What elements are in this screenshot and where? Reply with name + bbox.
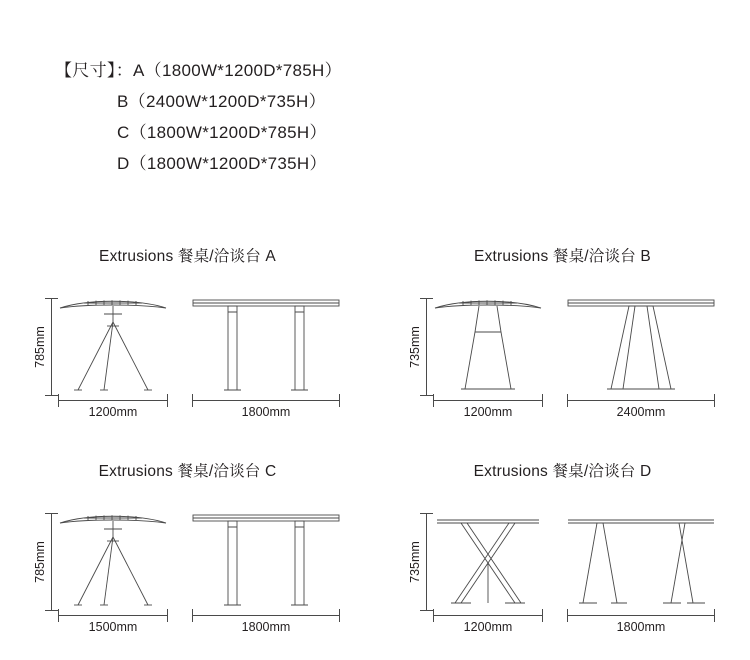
spec-line-c: C（1800W*1200D*785H）	[117, 123, 327, 142]
side-view-drawing-a	[58, 292, 168, 396]
panel-title-b: Extrusions 餐桌/洽谈台 B	[474, 248, 651, 265]
spec-line-a	[55, 55, 342, 86]
panel-figures-d	[375, 507, 750, 637]
front-view-drawing-c	[192, 507, 340, 611]
front-view-drawing-a	[192, 292, 340, 396]
front-width-dimension-b	[567, 400, 715, 424]
height-dimension-c	[32, 513, 58, 611]
front-width-dimension-d	[567, 615, 715, 639]
side-width-label-d: 1200mm	[463, 620, 513, 634]
side-width-dimension-d	[433, 615, 543, 639]
spec-line-d: D（1800W*1200D*735H）	[117, 154, 327, 173]
spec-label: 【尺寸】：	[55, 61, 133, 80]
side-width-label-c: 1500mm	[88, 620, 138, 634]
side-view-drawing-c	[58, 507, 168, 611]
front-width-label-a: 1800mm	[241, 405, 291, 419]
product-drawings-grid	[0, 228, 750, 658]
front-view-drawing-d	[567, 507, 715, 611]
side-view-drawing-b	[433, 292, 543, 396]
height-dimension-label-d: 735mm	[407, 541, 422, 583]
spec-value-a: A（1800W*1200D*785H）	[133, 61, 342, 80]
panel-figures-c	[0, 507, 375, 637]
front-width-dimension-a	[192, 400, 340, 424]
side-width-label-a: 1200mm	[88, 405, 138, 419]
side-width-dimension-a	[58, 400, 168, 424]
front-width-label-d: 1800mm	[616, 620, 666, 634]
panel-title-a: Extrusions 餐桌/洽谈台 A	[99, 248, 276, 265]
front-width-label-c: 1800mm	[241, 620, 291, 634]
drawing-panel-a	[0, 228, 375, 443]
drawing-panel-d	[375, 443, 750, 658]
height-dimension-a	[32, 298, 58, 396]
height-dimension-label-b: 735mm	[407, 326, 422, 368]
height-dimension-d	[407, 513, 433, 611]
drawing-row-1	[0, 228, 750, 443]
drawing-row-2	[0, 443, 750, 658]
height-dimension-b	[407, 298, 433, 396]
panel-title-d: Extrusions 餐桌/洽谈台 D	[473, 463, 652, 480]
front-width-dimension-c	[192, 615, 340, 639]
side-width-dimension-b	[433, 400, 543, 424]
panel-title-c: Extrusions 餐桌/洽谈台 C	[98, 463, 277, 480]
front-width-label-b: 2400mm	[616, 405, 666, 419]
panel-figures-a	[0, 292, 375, 422]
drawing-panel-c	[0, 443, 375, 658]
height-dimension-label-c: 785mm	[32, 541, 47, 583]
side-view-drawing-d	[433, 507, 543, 611]
side-width-dimension-c	[58, 615, 168, 639]
drawing-panel-b	[375, 228, 750, 443]
front-view-drawing-b	[567, 292, 715, 396]
height-dimension-label-a: 785mm	[32, 326, 47, 368]
panel-figures-b	[375, 292, 750, 422]
dimensions-spec-block	[55, 55, 342, 179]
side-width-label-b: 1200mm	[463, 405, 513, 419]
spec-line-b: B（2400W*1200D*735H）	[117, 92, 326, 111]
